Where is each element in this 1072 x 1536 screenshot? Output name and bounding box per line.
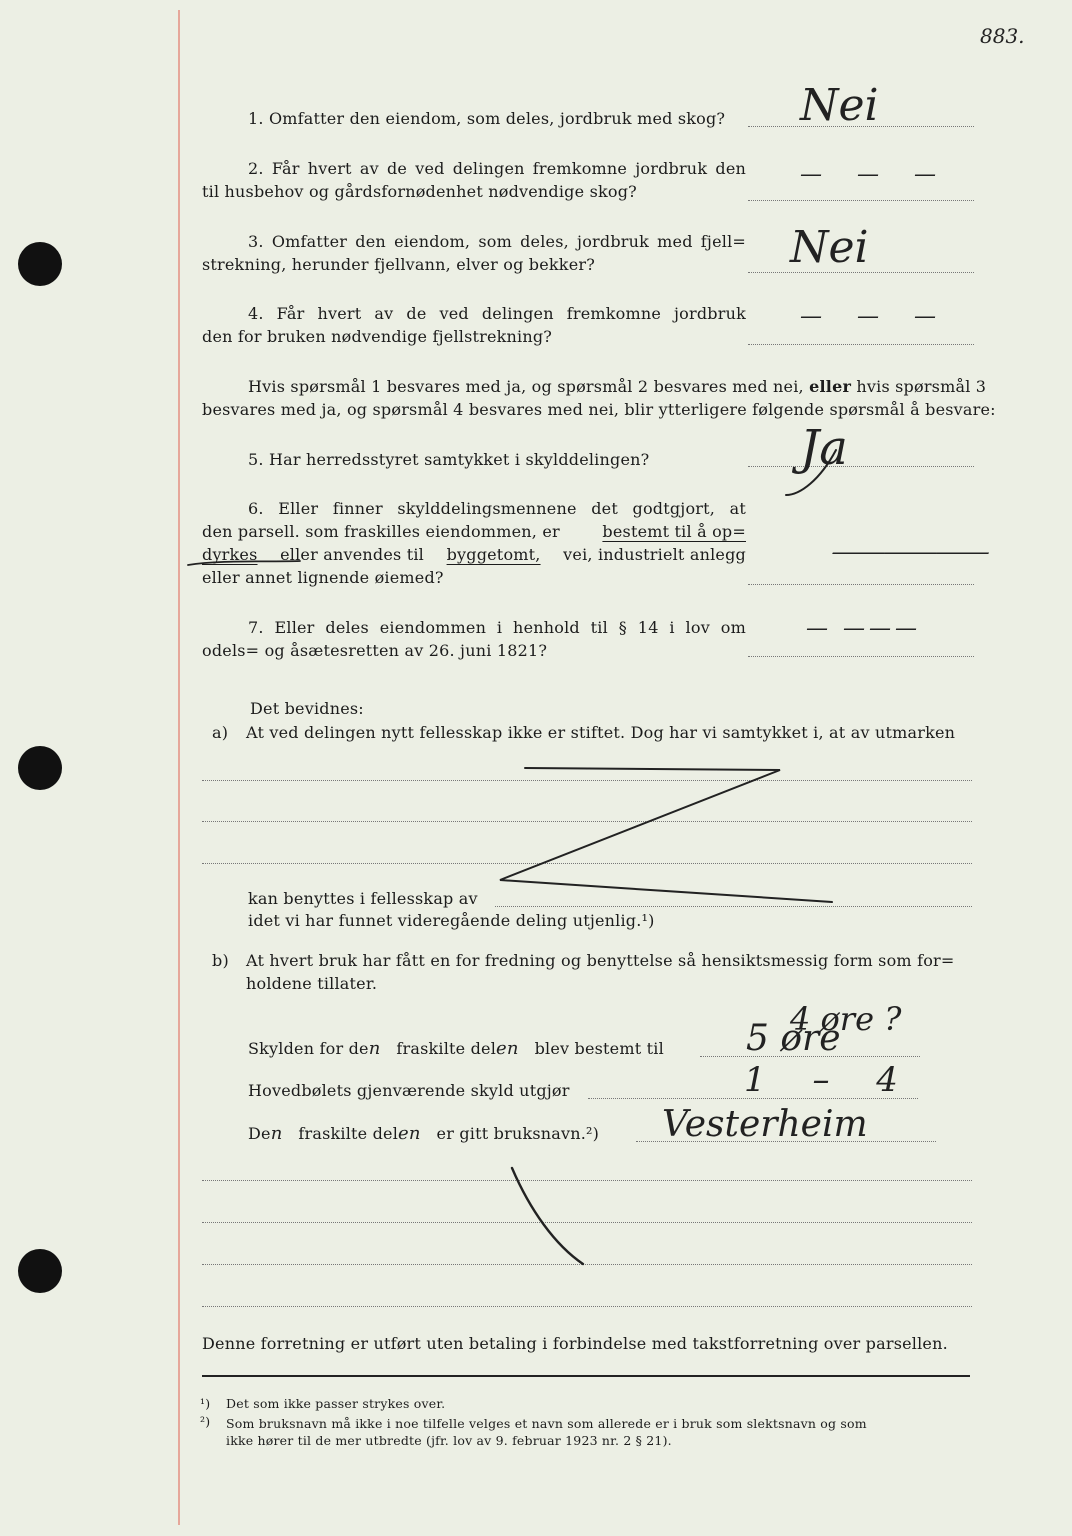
question-2-line-2: til husbehov og gårdsfornødenhet nødvendige skog? xyxy=(202,182,637,201)
skyld-value: 5 øre xyxy=(746,1018,841,1059)
ja-hook xyxy=(786,450,836,495)
hovedbol-value: 1 – 4 xyxy=(744,1060,916,1100)
bevidnes-a-text: At ved delingen nytt fellesskap ikke er stiftet. Dog har vi samtykket i, at av utmarken xyxy=(246,723,956,742)
answer-3: Nei xyxy=(790,222,869,273)
answer-7: — ——— xyxy=(806,616,921,641)
footnote-2-mark: ²) xyxy=(200,1414,211,1429)
skyld-correction: 4 øre ? xyxy=(790,1000,902,1038)
idet-text: idet vi har funnet videregående deling utjenlig.¹) xyxy=(248,911,655,930)
conditional-line-2: besvares med ja, og spørsmål 4 besvares med nei, blir ytterligere følgende spørsmål å besvare: xyxy=(202,400,996,419)
bevidnes-a-label: a) xyxy=(212,723,229,742)
question-6-text-3b: eller anvendes til xyxy=(280,545,424,564)
bevidnes-b-label: b) xyxy=(212,951,229,970)
question-6-line-4: eller annet lignende øiemed? xyxy=(202,568,444,587)
footnote-2-line-1: Som bruksnavn må ikke i noe tilfelle velges et navn som allerede er i bruk som slektsnavn og som xyxy=(226,1416,867,1431)
footnote-2-line-2: ikke hører til de mer utbredte (jfr. lov av 9. februar 1923 nr. 2 § 21). xyxy=(226,1433,672,1448)
answer-1: Nei xyxy=(800,80,879,131)
footnote-1-mark: ¹) xyxy=(200,1396,211,1411)
conditional-eller: eller xyxy=(809,377,852,396)
hovedbol-text: Hovedbølets gjenværende skyld utgjør xyxy=(248,1081,570,1100)
answer-2: — — — xyxy=(800,162,950,187)
question-6-text-2a: den parsell. som fraskilles eiendommen, er xyxy=(202,522,560,541)
page-number: 883. xyxy=(980,24,1025,48)
skyld-hw-n: n xyxy=(368,1038,381,1059)
question-4-line-1: 4. Får hvert av de ved delingen fremkomne jordbruk xyxy=(248,304,746,323)
skyld-text-c: blev bestemt til xyxy=(534,1039,664,1058)
skyld-text-a: Skylden for de xyxy=(248,1039,369,1058)
bruksnavn-hw-en: en xyxy=(398,1123,421,1144)
question-3-line-2: strekning, herunder fjellvann, elver og bekker? xyxy=(202,255,596,274)
skyld-hw-en: en xyxy=(496,1038,519,1059)
bevidnes-title: Det bevidnes: xyxy=(250,699,364,718)
q6-underline-stroke xyxy=(188,561,300,565)
conditional-text-b: hvis spørsmål 3 xyxy=(856,377,987,396)
question-3-line-1: 3. Omfatter den eiendom, som deles, jordbruk med fjell= xyxy=(248,232,746,251)
question-1-text: 1. Omfatter den eiendom, som deles, jordbruk med skog? xyxy=(248,109,726,128)
bruksnavn-text-a: De xyxy=(248,1124,271,1143)
skyld-text-b: fraskilte del xyxy=(396,1039,497,1058)
fellesskap-z-stroke xyxy=(500,768,832,902)
question-7-line-1: 7. Eller deles eiendommen i henhold til § 14 i lov om xyxy=(248,618,746,637)
bruksnavn-value: Vesterheim xyxy=(662,1104,868,1145)
footnote-1-text: Det som ikke passer strykes over. xyxy=(226,1396,446,1411)
kan-benyttes-text: kan benyttes i fellesskap av xyxy=(248,889,478,908)
question-5-text: 5. Har herredsstyret samtykket i skylddelingen? xyxy=(248,450,650,469)
question-2-line-1: 2. Får hvert av de ved delingen fremkomne jordbruk den xyxy=(248,159,746,178)
question-6-line-1: 6. Eller finner skylddelingsmennene det godtgjort, at xyxy=(248,499,746,518)
bruksnavn-text-c: er gitt bruksnavn.²) xyxy=(436,1124,600,1143)
closing-text: Denne forretning er utført uten betaling i forbindelse med takstforretning over parsellen. xyxy=(202,1334,948,1353)
bevidnes-b-line-2: holdene tillater. xyxy=(246,974,378,993)
bruksnavn-text-b: fraskilte del xyxy=(298,1124,399,1143)
question-6-underlined-dyrkes: dyrkes xyxy=(202,545,258,564)
question-4-line-2: den for bruken nødvendige fjellstrekning? xyxy=(202,327,553,346)
answer-5: Ja xyxy=(800,420,848,476)
answer-6: ——— xyxy=(830,540,986,565)
bruksnavn-hw-n: n xyxy=(270,1123,283,1144)
bevidnes-b-line-1: At hvert bruk har fått en for fredning og benyttelse så hensiktsmessig form som for= xyxy=(246,951,955,970)
conditional-text-a: Hvis spørsmål 1 besvares med ja, og spørsmål 2 besvares med nei, xyxy=(248,377,804,396)
question-6-underlined-byggetomt: byggetomt, xyxy=(446,545,541,564)
question-6-underlined-bestemt: bestemt til å op= xyxy=(602,522,746,541)
question-7-line-2: odels= og åsætesretten av 26. juni 1821? xyxy=(202,641,548,660)
bottom-slash-stroke xyxy=(512,1168,583,1264)
answer-4: — — — xyxy=(800,304,950,329)
question-6-text-3d: vei, industrielt anlegg xyxy=(563,545,746,564)
